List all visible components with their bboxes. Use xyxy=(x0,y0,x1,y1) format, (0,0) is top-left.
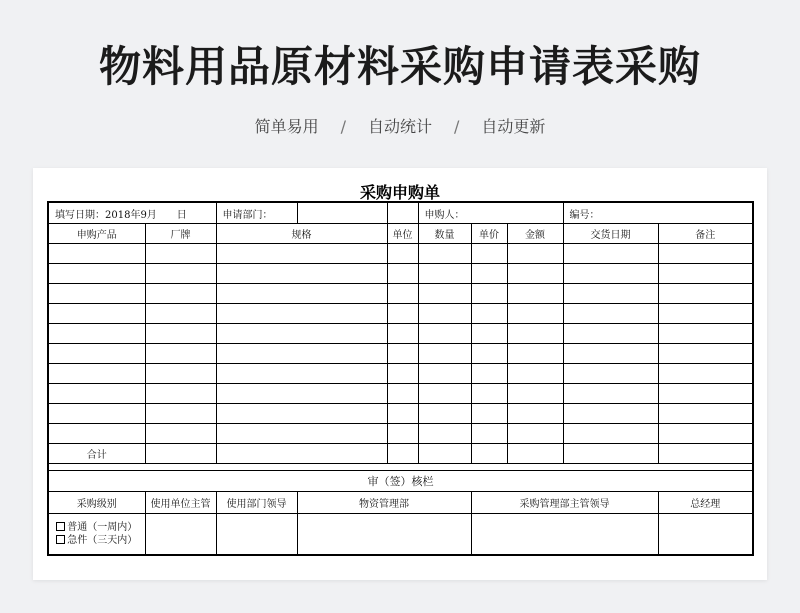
approval-title: 审（签）核栏 xyxy=(48,471,753,492)
cell-unit[interactable] xyxy=(387,324,418,344)
approval-sign-row xyxy=(48,514,753,556)
cell-remarks[interactable] xyxy=(658,384,753,404)
level-option-urgent[interactable] xyxy=(51,534,143,547)
cell-quantity[interactable] xyxy=(418,344,471,364)
table-row xyxy=(48,404,753,424)
approval-col-dept-leader: 使用部门领导 xyxy=(216,492,297,514)
cell-remarks[interactable] xyxy=(658,244,753,264)
cell-remarks[interactable] xyxy=(658,344,753,364)
cell-delivery-date[interactable] xyxy=(563,304,658,324)
cell-remarks[interactable] xyxy=(658,264,753,284)
cell-unit-price[interactable] xyxy=(471,424,507,444)
table-row xyxy=(48,304,753,324)
cell-delivery-date[interactable] xyxy=(563,384,658,404)
cell-delivery-date[interactable] xyxy=(563,244,658,264)
cell-product[interactable] xyxy=(48,424,145,444)
total-cell[interactable] xyxy=(563,444,658,464)
cell-spec[interactable] xyxy=(216,404,387,424)
department-label: 申请部门： xyxy=(216,202,297,224)
cell-amount[interactable] xyxy=(507,344,563,364)
feature-tagline xyxy=(0,114,800,137)
checkbox-icon[interactable] xyxy=(56,535,65,544)
cell-unit-price[interactable] xyxy=(471,264,507,284)
feature-auto-stat: 自动统计 xyxy=(367,117,432,136)
cell-brand[interactable] xyxy=(145,304,216,324)
page-title: 物料用品原材料采购申请表采购 xyxy=(98,42,701,91)
cell-unit-price[interactable] xyxy=(471,304,507,324)
cell-unit-price[interactable] xyxy=(471,404,507,424)
cell-brand[interactable] xyxy=(145,244,216,264)
form-info-row xyxy=(48,202,753,224)
cell-unit[interactable] xyxy=(387,364,418,384)
level-option-normal[interactable] xyxy=(51,521,143,534)
purchase-request-table xyxy=(47,201,754,556)
cell-spec[interactable] xyxy=(216,364,387,384)
total-row xyxy=(48,444,753,464)
cell-spec[interactable] xyxy=(216,324,387,344)
approval-title-row xyxy=(48,471,753,492)
cell-quantity[interactable] xyxy=(418,304,471,324)
col-delivery-date: 交货日期 xyxy=(563,224,658,244)
cell-unit-price[interactable] xyxy=(471,384,507,404)
cell-delivery-date[interactable] xyxy=(563,404,658,424)
cell-brand[interactable] xyxy=(145,384,216,404)
table-row xyxy=(48,244,753,264)
table-row xyxy=(48,384,753,404)
cell-spec[interactable] xyxy=(216,244,387,264)
approval-col-unit-supervisor: 使用单位主管 xyxy=(145,492,216,514)
spacer-cell xyxy=(48,464,753,471)
col-remarks: 备注 xyxy=(658,224,753,244)
cell-unit[interactable] xyxy=(387,244,418,264)
cell-product[interactable] xyxy=(48,404,145,424)
cell-spec[interactable] xyxy=(216,304,387,324)
col-unit-price: 单价 xyxy=(471,224,507,244)
cell-remarks[interactable] xyxy=(658,364,753,384)
cell-delivery-date[interactable] xyxy=(563,364,658,384)
cell-quantity[interactable] xyxy=(418,244,471,264)
purchase-level-options xyxy=(48,514,145,556)
cell-spec[interactable] xyxy=(216,424,387,444)
col-unit: 单位 xyxy=(387,224,418,244)
cell-amount[interactable] xyxy=(507,244,563,264)
cell-spec[interactable] xyxy=(216,344,387,364)
approval-header-row xyxy=(48,492,753,514)
feature-easy: 简单易用 xyxy=(254,117,319,136)
cell-remarks[interactable] xyxy=(658,284,753,304)
cell-product[interactable] xyxy=(48,304,145,324)
approval-col-general-manager: 总经理 xyxy=(658,492,753,514)
cell-delivery-date[interactable] xyxy=(563,264,658,284)
cell-brand[interactable] xyxy=(145,264,216,284)
form-title: 采购申购单 xyxy=(359,183,440,202)
col-product: 申购产品 xyxy=(48,224,145,244)
total-cell[interactable] xyxy=(471,444,507,464)
total-cell[interactable] xyxy=(658,444,753,464)
cell-unit[interactable] xyxy=(387,384,418,404)
cell-quantity[interactable] xyxy=(418,364,471,384)
total-cell[interactable] xyxy=(216,444,387,464)
cell-unit[interactable] xyxy=(387,344,418,364)
cell-amount[interactable] xyxy=(507,324,563,344)
cell-remarks[interactable] xyxy=(658,404,753,424)
checkbox-icon[interactable] xyxy=(56,522,65,531)
cell-unit[interactable] xyxy=(387,304,418,324)
level-urgent-label: 急件（三天内） xyxy=(67,535,138,546)
cell-unit-price[interactable] xyxy=(471,284,507,304)
col-brand: 厂牌 xyxy=(145,224,216,244)
cell-unit-price[interactable] xyxy=(471,344,507,364)
cell-amount[interactable] xyxy=(507,284,563,304)
cell-amount[interactable] xyxy=(507,384,563,404)
cell-brand[interactable] xyxy=(145,404,216,424)
cell-delivery-date[interactable] xyxy=(563,344,658,364)
table-row xyxy=(48,424,753,444)
cell-unit-price[interactable] xyxy=(471,364,507,384)
cell-unit[interactable] xyxy=(387,264,418,284)
col-amount: 金额 xyxy=(507,224,563,244)
cell-product[interactable] xyxy=(48,264,145,284)
cell-amount[interactable] xyxy=(507,404,563,424)
cell-unit[interactable] xyxy=(387,284,418,304)
cell-delivery-date[interactable] xyxy=(563,324,658,344)
fill-date-field[interactable]: 填写日期：2018年9月 日 xyxy=(48,202,216,224)
cell-unit[interactable] xyxy=(387,424,418,444)
feature-auto-update: 自动更新 xyxy=(481,117,546,136)
total-amount-cell[interactable] xyxy=(507,444,563,464)
cell-brand[interactable] xyxy=(145,364,216,384)
form-sheet xyxy=(33,168,767,580)
department-field[interactable] xyxy=(297,202,387,224)
approval-col-level: 采购级别 xyxy=(48,492,145,514)
department-extra-field[interactable] xyxy=(387,202,418,224)
cell-delivery-date[interactable] xyxy=(563,284,658,304)
cell-remarks[interactable] xyxy=(658,424,753,444)
applicant-field[interactable]: 申购人： xyxy=(418,202,563,224)
total-label: 合计 xyxy=(48,444,145,464)
cell-quantity[interactable] xyxy=(418,384,471,404)
cell-unit-price[interactable] xyxy=(471,324,507,344)
total-cell[interactable] xyxy=(387,444,418,464)
cell-product[interactable] xyxy=(48,344,145,364)
cell-brand[interactable] xyxy=(145,284,216,304)
materials-dept-sign-cell[interactable] xyxy=(297,514,471,556)
table-row xyxy=(48,264,753,284)
cell-quantity[interactable] xyxy=(418,264,471,284)
table-row xyxy=(48,344,753,364)
table-row xyxy=(48,364,753,384)
cell-remarks[interactable] xyxy=(658,304,753,324)
cell-product[interactable] xyxy=(48,324,145,344)
unit-supervisor-sign-cell[interactable] xyxy=(145,514,216,556)
col-spec: 规格 xyxy=(216,224,387,244)
cell-product[interactable] xyxy=(48,244,145,264)
cell-spec[interactable] xyxy=(216,284,387,304)
cell-quantity[interactable] xyxy=(418,424,471,444)
procurement-leader-sign-cell[interactable] xyxy=(471,514,658,556)
approval-col-materials-dept: 物资管理部 xyxy=(297,492,471,514)
separator: / xyxy=(340,117,346,136)
separator: / xyxy=(454,117,460,136)
table-row xyxy=(48,324,753,344)
cell-amount[interactable] xyxy=(507,264,563,284)
cell-spec[interactable] xyxy=(216,264,387,284)
approval-col-procurement-leader: 采购管理部主管领导 xyxy=(471,492,658,514)
cell-brand[interactable] xyxy=(145,424,216,444)
cell-remarks[interactable] xyxy=(658,324,753,344)
table-row xyxy=(48,284,753,304)
cell-brand[interactable] xyxy=(145,344,216,364)
level-normal-label: 普通（一周内） xyxy=(67,522,138,533)
cell-amount[interactable] xyxy=(507,364,563,384)
cell-quantity[interactable] xyxy=(418,404,471,424)
cell-product[interactable] xyxy=(48,384,145,404)
cell-product[interactable] xyxy=(48,364,145,384)
cell-amount[interactable] xyxy=(507,424,563,444)
spacer-row xyxy=(48,464,753,471)
total-cell[interactable] xyxy=(145,444,216,464)
cell-unit-price[interactable] xyxy=(471,244,507,264)
cell-brand[interactable] xyxy=(145,324,216,344)
column-header-row xyxy=(48,224,753,244)
number-field[interactable]: 编号： xyxy=(563,202,753,224)
cell-delivery-date[interactable] xyxy=(563,424,658,444)
cell-spec[interactable] xyxy=(216,384,387,404)
cell-quantity[interactable] xyxy=(418,324,471,344)
item-rows xyxy=(48,244,753,444)
general-manager-sign-cell[interactable] xyxy=(658,514,753,556)
dept-leader-sign-cell[interactable] xyxy=(216,514,297,556)
cell-quantity[interactable] xyxy=(418,284,471,304)
cell-unit[interactable] xyxy=(387,404,418,424)
cell-amount[interactable] xyxy=(507,304,563,324)
total-quantity-cell[interactable] xyxy=(418,444,471,464)
cell-product[interactable] xyxy=(48,284,145,304)
col-quantity: 数量 xyxy=(418,224,471,244)
